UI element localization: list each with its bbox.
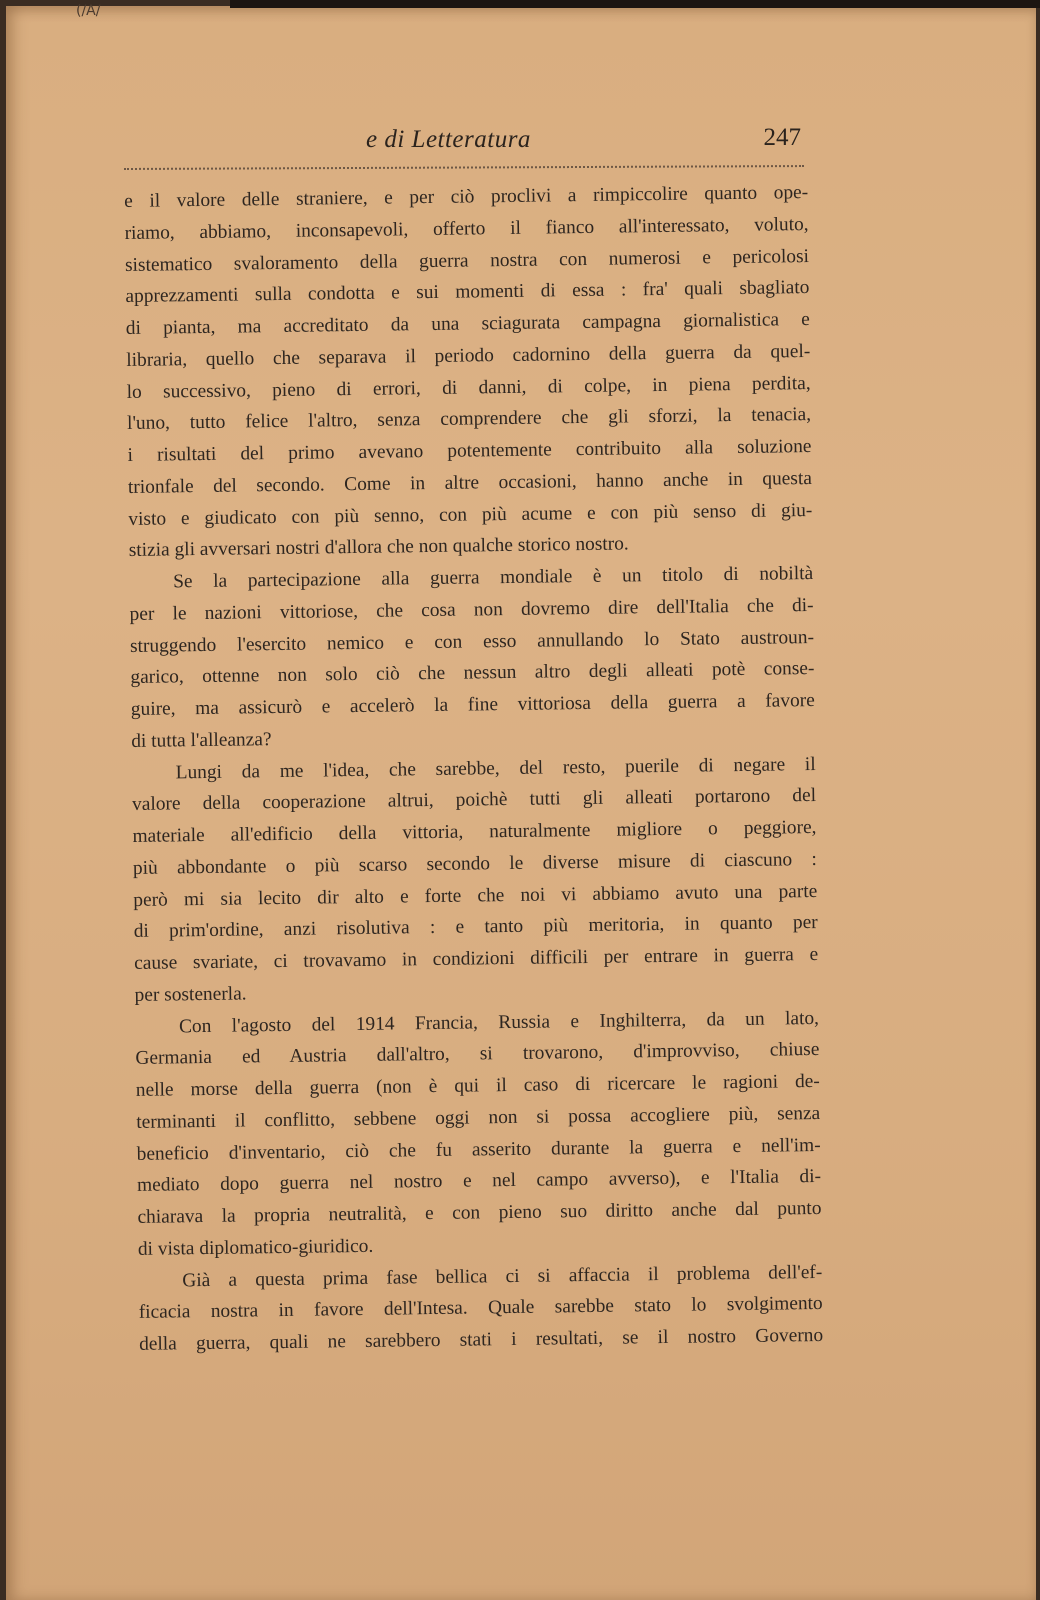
text-line: per sostenerla. [134, 983, 247, 1006]
text-line: più abbondante o più scarso secondo le diverse misure di ciascuno : [132, 848, 818, 879]
text-line: beneficio d'inventario, ciò che fu asserito durante la guerra e nell'im- [136, 1134, 821, 1165]
running-head [121, 124, 801, 164]
body-text [124, 177, 823, 1361]
text-line: però mi sia lecito dir alto e forte che noi vi abbiamo avuto una parte [133, 880, 818, 911]
text-line: Con l'agosto del 1914 Francia, Russia e Inghilterra, da un lato, [178, 1007, 820, 1037]
text-line: cause svariate, ci trovavamo in condizioni difficili per entrare in guerra e [134, 943, 819, 974]
text-line: Già a questa prima fase bellica ci si affaccia il problema dell'ef- [182, 1261, 823, 1291]
text-line: Germania ed Austria dall'altro, si trovarono, d'improvviso, chiuse [135, 1039, 820, 1070]
text-line: trionfale del secondo. Come in altre occasioni, hanno anche in questa [127, 467, 813, 498]
text-line: terminanti il conflitto, sebbene oggi non si possa accogliere più, senza [136, 1102, 821, 1133]
text-line: l'uno, tutto felice l'altro, senza comprendere che gli sforzi, la tenacia, [126, 404, 812, 435]
text-line: i risultati del primo avevano potentemente contribuito alla soluzione [127, 436, 812, 466]
header-rule [124, 165, 804, 170]
scanner-edge [230, 0, 1040, 8]
text-line: della guerra, quali ne sarebbero stati i resultati, se il nostro Governo [139, 1324, 824, 1355]
text-line: lo successivo, pieno di errori, di danni, di colpe, in piena perdita, [126, 372, 811, 403]
text-line: ficacia nostra in favore dell'Intesa. Quale sarebbe stato lo svolgimento [138, 1293, 823, 1324]
pencil-mark: (/A/ [76, 3, 101, 19]
text-line: e il valore delle straniere, e per ciò proclivi a rimpiccolire quanto ope- [124, 182, 809, 212]
text-line: sistematico svaloramento della guerra nostra con numerosi e pericolosi [124, 245, 810, 276]
book-page [6, 3, 1036, 1600]
text-line: apprezzamenti sulla condotta e sui momenti di essa : fra' quali sbagliato [125, 277, 810, 308]
text-line: materiale all'edificio della vittoria, naturalmente migliore o peggiore, [132, 816, 817, 847]
running-title: e di Letteratura [366, 126, 531, 153]
text-line: di vista diplomatico-giuridico. [137, 1235, 374, 1260]
text-line: guire, ma assicurò e accelerò la fine vittoriosa della guerra a favore [130, 690, 815, 720]
text-line: Se la partecipazione alla guerra mondiale è un titolo di nobiltà [173, 563, 814, 593]
text-line: riamo, abbiamo, inconsapevoli, offerto il fianco all'interessato, voluto, [124, 213, 809, 244]
text-line: di tutta l'alleanza? [131, 728, 272, 752]
text-line: Lungi da me l'idea, che sarebbe, del resto, puerile di negare il [175, 753, 816, 783]
text-line: mediato dopo guerra nel nostro e nel campo avverso), e l'Italia di- [136, 1166, 822, 1197]
text-line: struggendo l'esercito nemico e con esso annullando lo Stato austroun- [129, 626, 815, 657]
page-number: 247 [763, 124, 801, 151]
text-line: valore della cooperazione altrui, poichè tutti gli alleati portarono del [131, 785, 817, 816]
text-line: libraria, quello che separava il periodo cadornino della guerra da quel- [126, 340, 811, 371]
text-line: nelle morse della guerra (non è qui il caso di ricercare le ragioni de- [135, 1070, 820, 1101]
text-line: di prim'ordine, anzi risolutiva : e tanto più meritoria, in quanto per [133, 912, 818, 943]
text-line: stizia gli avversari nostri d'allora che non qualche storico nostro. [128, 533, 629, 562]
text-line: visto e giudicato con più senno, con più acume e con più senso di giu- [128, 499, 813, 530]
text-line: per le nazioni vittoriose, che cosa non dovremo dire dell'Italia che di- [129, 594, 814, 625]
text-line: garico, ottenne non solo ciò che nessun altro degli alleati potè conse- [130, 658, 815, 689]
text-line: di pianta, ma accreditato da una sciagurata campagna giornalistica e [125, 309, 810, 339]
text-line: chiarava la propria neutralità, e con pieno suo diritto anche dal punto [137, 1197, 822, 1228]
